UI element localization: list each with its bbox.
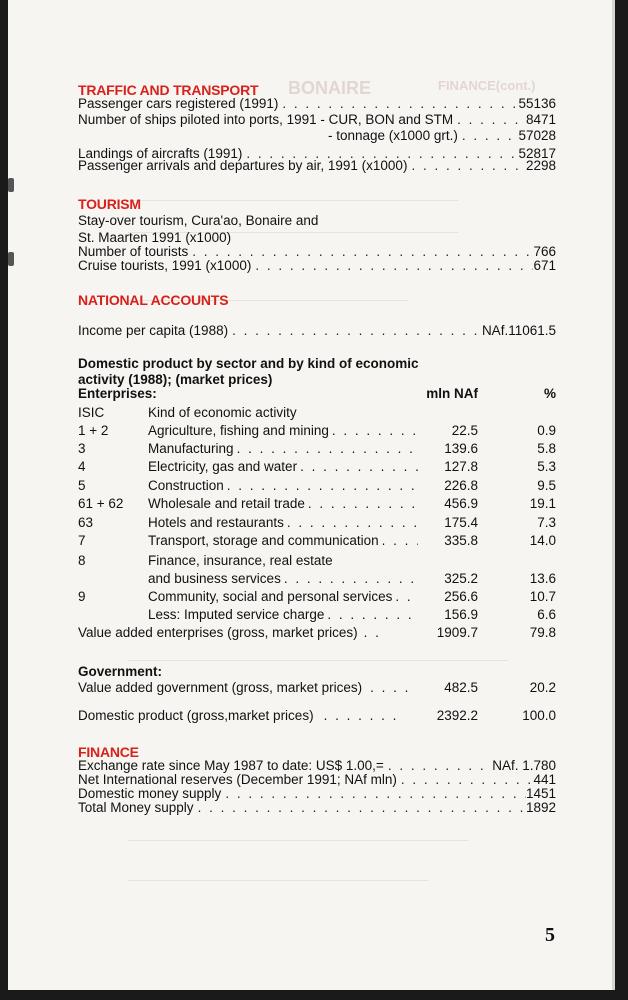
table-row: 7 Transport, storage and communication . . . 335.8 14.0 xyxy=(78,533,556,551)
tourism-heading: TOURISM xyxy=(78,196,141,212)
traffic-row: Number of ships piloted into ports, 1991 - CUR, BON and STM . . . 8471 xyxy=(78,112,556,128)
table-row: 5 Construction . . . 226.8 9.5 xyxy=(78,478,556,496)
dp-title: Domestic product by sector and by kind of economic xyxy=(78,356,419,371)
table-row: 61 + 62 Wholesale and retail trade . . . 456.9 19.1 xyxy=(78,496,556,514)
document-page xyxy=(8,0,615,990)
binder-hole xyxy=(8,178,14,192)
table-header: Enterprises: mln NAf % xyxy=(78,386,556,401)
tourism-row: Cruise tourists, 1991 (x1000) . . . 671 xyxy=(78,258,556,274)
traffic-row: - tonnage (x1000 grt.) . . . 57028 xyxy=(178,128,556,144)
value-added-government: Value added government (gross, market prices) . . . . 482.5 20.2 xyxy=(78,680,556,695)
traffic-row: Passenger arrivals and departures by air, 1991 (x1000) . . . 2298 xyxy=(78,158,556,174)
binder-hole xyxy=(8,252,14,266)
dp-title: activity (1988); (market prices) xyxy=(78,372,273,387)
value-added-enterprises: Value added enterprises (gross, market prices) . . 1909.7 79.8 xyxy=(78,625,556,640)
page-number: 5 xyxy=(545,924,555,946)
tourism-intro: Stay-over tourism, Cura'ao, Bonaire and xyxy=(78,213,319,228)
domestic-product-total: Domestic product (gross,market prices) . . . . . . . 2392.2 100.0 xyxy=(78,708,556,723)
bleed-title-right: FINANCE(cont.) xyxy=(438,78,536,93)
table-row: 63 Hotels and restaurants . . . 175.4 7.3 xyxy=(78,515,556,533)
traffic-row: Passenger cars registered (1991) . . . 55136 xyxy=(78,96,556,112)
traffic-row: Landings of aircrafts (1991) . . . 52817 xyxy=(78,146,556,162)
finance-heading: FINANCE xyxy=(78,744,139,760)
table-row: 3 Manufacturing . . . 139.6 5.8 xyxy=(78,441,556,459)
finance-row: Exchange rate since May 1987 to date: US$ 1.00,= . . . NAf. 1.780 xyxy=(78,758,556,774)
finance-row: Total Money supply . . . 1892 xyxy=(78,800,556,816)
traffic-heading: TRAFFIC AND TRANSPORT xyxy=(78,82,259,98)
table-row: Less: Imputed service charge . . . 156.9 6.6 xyxy=(78,607,556,625)
table-row: and business services . . . 325.2 13.6 xyxy=(78,571,556,589)
table-row: 9 Community, social and personal services . . . 256.6 10.7 xyxy=(78,589,556,607)
national-heading: NATIONAL ACCOUNTS xyxy=(78,292,229,308)
finance-row: Net International reserves (December 1991; NAf mln) . . . 441 xyxy=(78,772,556,788)
tourism-intro: St. Maarten 1991 (x1000) xyxy=(78,230,232,245)
table-row: 8 Finance, insurance, real estate xyxy=(78,553,333,568)
tourism-row: Number of tourists . . . 766 xyxy=(78,244,556,260)
table-row: 1 + 2 Agriculture, fishing and mining . . . 22.5 0.9 xyxy=(78,423,556,441)
government-label: Government: xyxy=(78,664,163,679)
income-per-capita: Income per capita (1988) . . . NAf.11061.5 xyxy=(78,323,556,339)
bleed-title: BONAIRE xyxy=(288,78,372,98)
finance-row: Domestic money supply . . . 1451 xyxy=(78,786,556,802)
table-header: ISIC Kind of economic activity xyxy=(78,405,297,420)
table-row: 4 Electricity, gas and water . . . 127.8 5.3 xyxy=(78,459,556,477)
